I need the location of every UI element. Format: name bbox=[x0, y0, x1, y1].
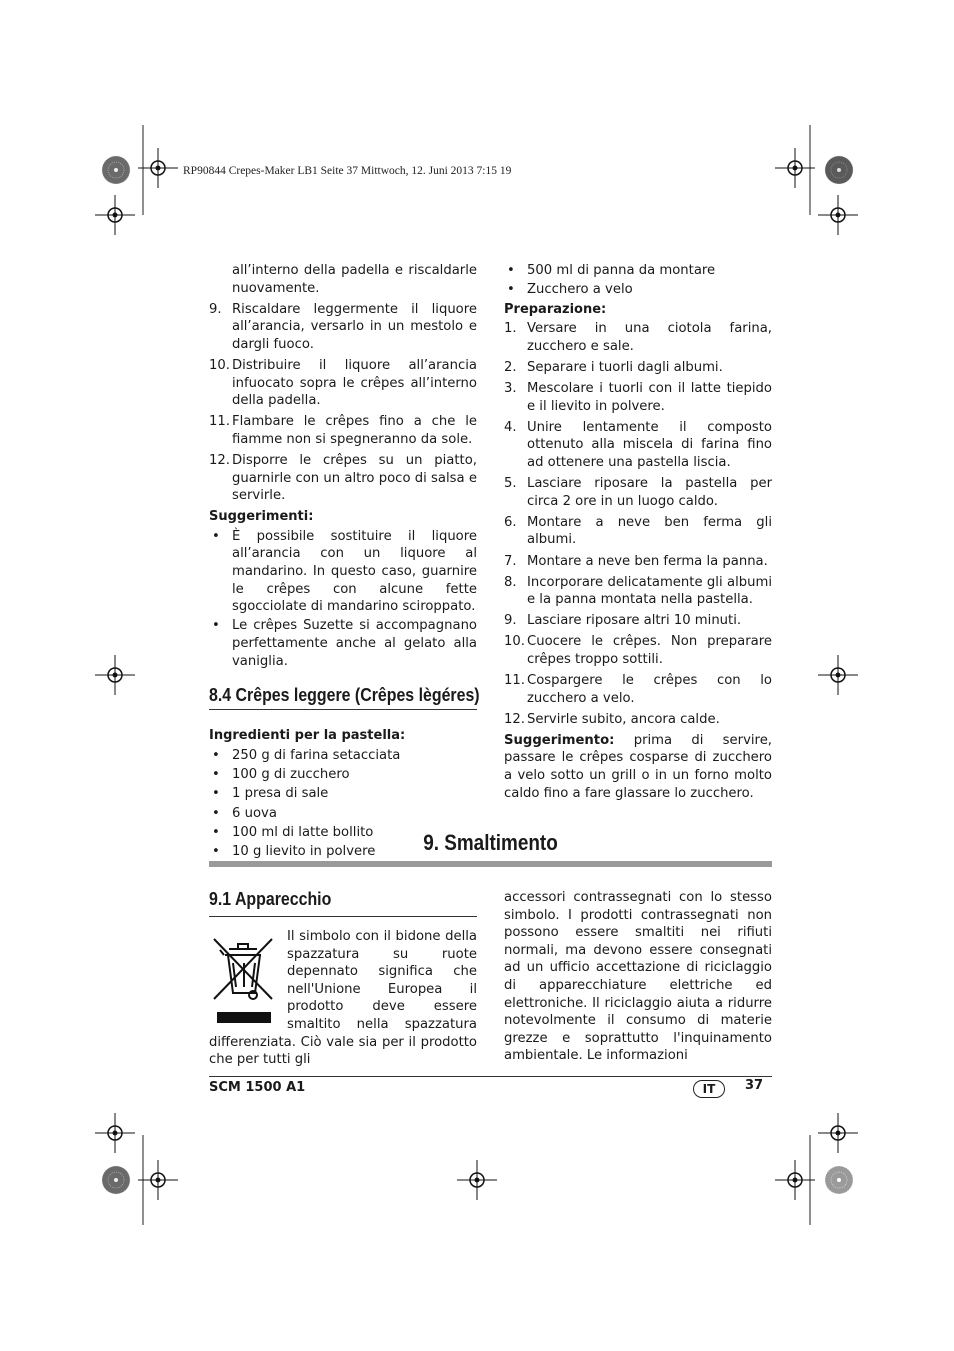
subsection-rule bbox=[209, 916, 477, 917]
list-item: • 10 g lievito in polvere bbox=[209, 843, 477, 861]
registration-mark-icon bbox=[138, 148, 178, 188]
step-number: 3. bbox=[504, 381, 517, 397]
step-text: Cospargere le crêpes con lo zucchero a velo. bbox=[527, 673, 772, 706]
list-item bbox=[504, 320, 772, 355]
footer-rule bbox=[209, 1076, 772, 1077]
registration-mark-icon bbox=[818, 195, 858, 235]
step-number: 2. bbox=[504, 360, 517, 376]
chapter-title: 9. Smaltimento bbox=[423, 830, 558, 855]
list-item bbox=[504, 553, 772, 571]
registration-mark-icon bbox=[138, 1160, 178, 1200]
step-text: Lasciare riposare altri 10 minuti. bbox=[527, 613, 742, 629]
subsection-title: 9.1 Apparecchio bbox=[209, 888, 332, 909]
list-item bbox=[504, 359, 772, 377]
list-item bbox=[504, 419, 772, 472]
color-calibration-disc-icon bbox=[824, 155, 854, 185]
step-text: Montare a neve ben ferma gli albumi. bbox=[527, 514, 772, 548]
step-text: Versare in una ciotola farina, zucchero e sale. bbox=[527, 321, 772, 354]
list-item bbox=[209, 357, 477, 410]
section-rule bbox=[209, 709, 477, 710]
step-text: Disporre le crêpes su un piatto, guarnirle con un altro poco di salsa e servirle. bbox=[232, 452, 477, 504]
list-item: • È possibile sostituire il liquore all’arancia con un liquore al mandarino. In questo caso, guarnire le crêpes con alcune fette sgocciolate di mandarino sciroppato. bbox=[209, 528, 477, 616]
list-item: • 100 g di zucchero bbox=[209, 766, 477, 784]
right-column bbox=[504, 262, 772, 802]
step-number: 7. bbox=[504, 553, 517, 569]
step-number: 11. bbox=[504, 673, 525, 689]
step-number: 8. bbox=[504, 574, 517, 590]
list-item bbox=[209, 301, 477, 354]
step-text: Flambare le crêpes fino a che le fiamme non si spegneranno da sole. bbox=[232, 414, 477, 447]
list-item bbox=[504, 475, 772, 510]
list-item bbox=[209, 452, 477, 505]
step-text: Montare a neve ben ferma la panna. bbox=[527, 553, 768, 569]
ingredients-label: Ingredienti per la pastella: bbox=[209, 728, 406, 744]
list-item bbox=[504, 711, 772, 729]
step-text: Lasciare riposare la pastella per circa 2 ore in un luogo caldo. bbox=[527, 476, 772, 509]
step-number: 6. bbox=[504, 514, 517, 530]
print-job-header: RP90844 Crepes-Maker LB1 Seite 37 Mittwoch, 12. Juni 2013 7:15 19 bbox=[183, 165, 512, 177]
list-item bbox=[504, 514, 772, 549]
color-calibration-disc-icon bbox=[824, 1165, 854, 1195]
step-number: 9. bbox=[209, 301, 222, 317]
step-text: Riscaldare leggermente il liquore all’arancia, versarlo in un mestolo e dargli fuoco. bbox=[232, 301, 477, 352]
step-text: Incorporare delicatamente gli albumi e la panna montata nella pastella. bbox=[527, 574, 772, 608]
step-text: Servirle subito, ancora calde. bbox=[527, 711, 720, 727]
list-item: • 1 presa di sale bbox=[209, 785, 477, 803]
step-number: 5. bbox=[504, 476, 517, 492]
list-item bbox=[504, 380, 772, 415]
step-number: 1. bbox=[504, 321, 517, 337]
disposal-text-left bbox=[209, 928, 477, 1069]
list-item: • 6 uova bbox=[209, 805, 477, 823]
list-item: • 250 g di farina setacciata bbox=[209, 747, 477, 765]
language-badge: IT bbox=[693, 1080, 725, 1098]
step-text: Mescolare i tuorli con il latte tiepido e il lievito in polvere. bbox=[527, 381, 772, 414]
chapter-bar bbox=[209, 861, 772, 867]
step-number: 9. bbox=[504, 613, 517, 629]
tips-label: Suggerimenti: bbox=[209, 509, 314, 525]
list-item bbox=[504, 574, 772, 609]
registration-mark-icon bbox=[457, 1160, 497, 1200]
list-item bbox=[504, 672, 772, 707]
step-number: 11. bbox=[209, 414, 230, 430]
step-number: 10. bbox=[504, 634, 525, 650]
color-calibration-disc-icon bbox=[101, 155, 131, 185]
list-item bbox=[504, 633, 772, 668]
list-item: • 100 ml di latte bollito bbox=[209, 824, 477, 842]
tip-text: prima di servire, passare le crêpes cosparse di zucchero a velo sotto un grill o in un forno molto caldo fino a fare glassare lo zucchero. bbox=[504, 732, 772, 801]
footer-model: SCM 1500 A1 bbox=[209, 1080, 306, 1095]
list-item: • Zucchero a velo bbox=[504, 281, 772, 299]
registration-mark-icon bbox=[818, 1113, 858, 1153]
tip-label: Suggerimento: bbox=[504, 732, 615, 748]
step-text: Separare i tuorli dagli albumi. bbox=[527, 360, 723, 376]
registration-mark-icon bbox=[775, 148, 815, 188]
registration-mark-icon bbox=[95, 1113, 135, 1153]
list-item: • 500 ml di panna da montare bbox=[504, 262, 772, 280]
list-item bbox=[209, 413, 477, 448]
step-number: 12. bbox=[504, 711, 525, 727]
preparation-label: Preparazione: bbox=[504, 301, 607, 317]
page-number: 37 bbox=[745, 1078, 764, 1093]
registration-mark-icon bbox=[775, 1160, 815, 1200]
step-text: Distribuire il liquore all’arancia infuocato sopra le crêpes all’interno della padella. bbox=[232, 357, 477, 409]
list-item: • Le crêpes Suzette si accompagnano perfettamente anche al gelato alla vaniglia. bbox=[209, 617, 477, 670]
disposal-text-right: accessori contrassegnati con lo stesso simbolo. I prodotti contrassegnati non possono essere smaltiti nei rifiuti normali, ma devono essere consegnati ad un ufficio accettazione di riciclaggio di apparecchiature elettriche ed elettroniche. Il riciclaggio aiuta a ridurre notevolmente il consumo di materie grezze e soprattutto l'inquinamento ambientale. Le informazioni bbox=[504, 890, 772, 1064]
disposal-text-left-content: Il simbolo con il bidone della spazzatura su ruote depennato significa che nell'Unione Europea il prodotto deve essere smaltito nella spazzatura differenziata. Ciò vale sia per il prodotto che per tutti gli bbox=[209, 929, 477, 1068]
registration-mark-icon bbox=[95, 655, 135, 695]
section-title: 8.4 Crêpes leggere (Crêpes lègéres) bbox=[209, 683, 480, 705]
step-number: 12. bbox=[209, 452, 230, 468]
step-text: Cuocere le crêpes. Non preparare crêpes troppo sottili. bbox=[527, 634, 772, 667]
step-number: 10. bbox=[209, 357, 230, 373]
tip-paragraph bbox=[504, 732, 772, 802]
color-calibration-disc-icon bbox=[101, 1165, 131, 1195]
registration-mark-icon bbox=[818, 655, 858, 695]
step-text: Unire lentamente il composto ottenuto alla miscela di farina fino ad ottenere una pastella liscia. bbox=[527, 419, 772, 471]
left-column bbox=[209, 262, 480, 862]
registration-mark-icon bbox=[95, 195, 135, 235]
list-item bbox=[504, 612, 772, 630]
step-continuation: all’interno della padella e riscaldarle nuovamente. bbox=[232, 263, 477, 296]
step-number: 4. bbox=[504, 419, 517, 435]
